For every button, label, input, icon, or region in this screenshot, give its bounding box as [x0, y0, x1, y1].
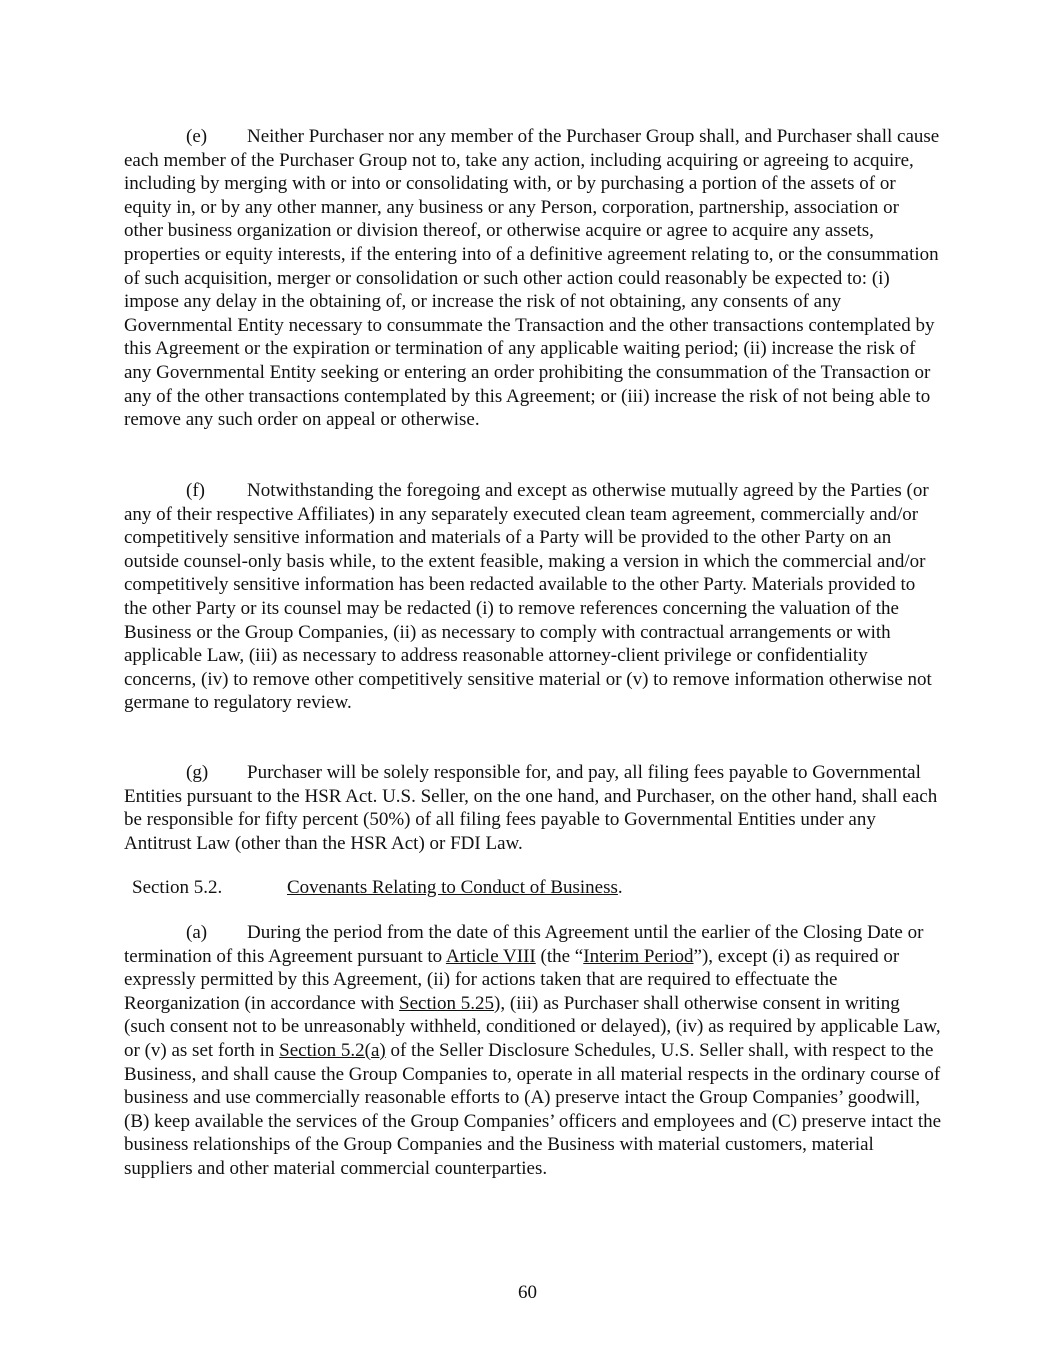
- paragraph-text: Notwithstanding the foregoing and except as otherwise mutually agreed by the Parties (or any of their respective Affiliates) in any separately executed clean team agreement, commercially and/or competitively sensitive information and materials of a Party will be provided to the other Party on an outside counsel-only basis while, to the extent feasible, making a version in which the commercial and/or competitively sensitive information has been redacted available to the other Party. Materials provided to the other Party or its counsel may be redacted (i) to remove references concerning the valuation of the Business or the Group Companies, (ii) as necessary to comply with contractual arrangements or with applicable Law, (iii) as necessary to address reasonable attorney-client privilege or confidentiality concerns, (iv) to remove other competitively sensitive material or (v) to remove information otherwise not germane to regulatory review.: [124, 480, 932, 714]
- cross-reference-link[interactable]: Section 5.25: [399, 992, 495, 1014]
- paragraph-g: [124, 761, 942, 855]
- paragraph-text: During the period from the date of this Agreement until the earlier of the Closing Date or termination of this Agreement pursuant to: [124, 922, 924, 967]
- cross-reference-link[interactable]: Section 5.2(a): [279, 1039, 386, 1061]
- paragraph-marker: (f): [186, 480, 205, 501]
- paragraph-text: of the Seller Disclosure Schedules, U.S. Seller shall, with respect to the Business, and shall cause the Group Companies to, operate in all material respects in the ordinary course of business and use commercially reasonable efforts to (A) preserve intact the Group Companies’ goodwill, (B) keep available the services of the Group Companies’ officers and employees and (C) preserve intact the business relationships of the Group Companies and the Business with material customers, material suppliers and other material commercial counterparties.: [124, 1039, 942, 1179]
- paragraph-text: ”), except (i) as required or expressly permitted by this Agreement, (ii) for actions taken that are required to effectuate the Reorganization (in accordance with: [124, 945, 900, 1014]
- paragraph-marker: (g): [186, 762, 209, 783]
- paragraph-a: [124, 921, 942, 1181]
- paragraph-text: (the “: [535, 945, 584, 967]
- paragraph-text: ), (iii) as Purchaser shall otherwise consent in writing (such consent not to be unreasonably withheld, conditioned or delayed), (iv) as required by applicable Law, or (v) as set forth in: [124, 992, 941, 1061]
- cross-reference-link[interactable]: Article VIII: [445, 945, 536, 967]
- paragraph-e: [124, 125, 942, 432]
- defined-term: Interim Period: [583, 945, 694, 967]
- page-number: 60: [518, 1282, 537, 1303]
- paragraph-marker: (e): [186, 126, 208, 147]
- section-title: Covenants Relating to Conduct of Business: [287, 877, 618, 898]
- section-number: Section 5.2.: [132, 877, 223, 898]
- paragraph-text: Purchaser will be solely responsible for, and pay, all filing fees payable to Governmental Entities pursuant to the HSR Act. U.S. Seller, on the one hand, and Purchaser, on the other hand, shall each be responsible for fifty percent (50%) of all filing fees payable to Governmental Entities under any Antitrust Law (other than the HSR Act) or FDI Law.: [124, 762, 938, 854]
- section-title-period: .: [617, 877, 623, 898]
- paragraph-marker: (a): [186, 922, 208, 943]
- paragraph-text: Neither Purchaser nor any member of the Purchaser Group shall, and Purchaser shall cause each member of the Purchaser Group not to, take any action, including acquiring or agreeing to acquire, including by merging with or into or consolidating with, or by purchasing a portion of the assets of or equity in, or by any other manner, any business or any Person, corporation, partnership, association or other business organization or division thereof, or otherwise acquire or agree to acquire any assets, properties or equity interests, if the entering into of a definitive agreement relating to, or the consummation of such acquisition, merger or consolidation or such other action could reasonably be expected to: (i) impose any delay in the obtaining of, or increase the risk of not obtaining, any consents of any Governmental Entity necessary to consummate the Transaction and the other transactions contemplated by this Agreement or the expiration or termination of any applicable waiting period; (ii) increase the risk of any Governmental Entity seeking or entering an order prohibiting the consummation of the Transaction or any of the other transactions contemplated by this Agreement; or (iii) increase the risk of not being able to remove any such order on appeal or otherwise.: [124, 126, 940, 431]
- section-heading: [132, 876, 623, 900]
- paragraph-f: [124, 479, 942, 715]
